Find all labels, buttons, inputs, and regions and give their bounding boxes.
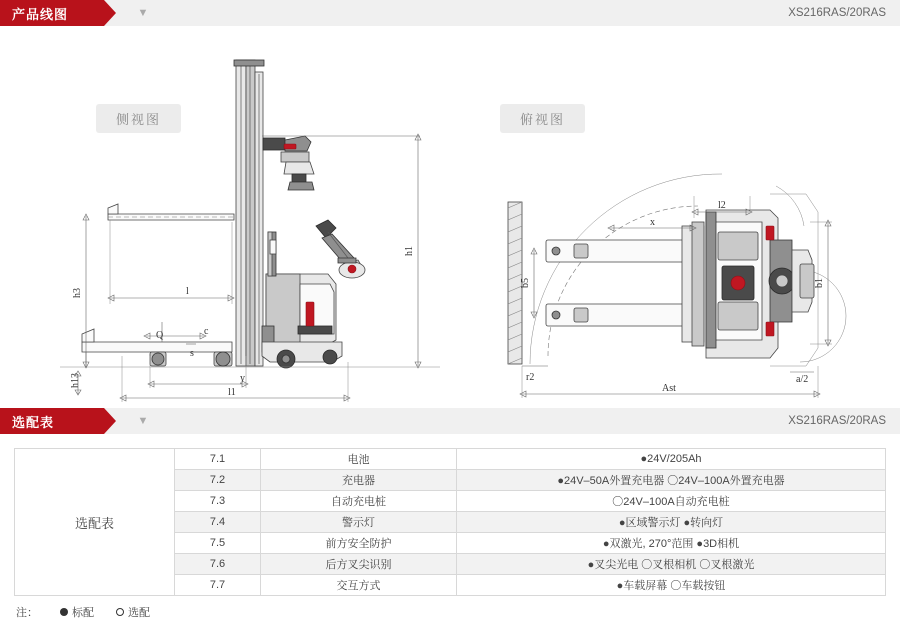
table-row (15, 449, 886, 470)
svg-text:l2: l2 (718, 200, 726, 211)
option-no: 7.6 (175, 554, 261, 575)
option-name: 电池 (261, 449, 457, 470)
option-no: 7.4 (175, 512, 261, 533)
chevron-down-icon[interactable]: ▼ (137, 7, 149, 19)
option-value: ●区域警示灯 ●转向灯 (457, 512, 886, 533)
drawing-section-header (0, 0, 900, 26)
svg-text:Q: Q (156, 330, 164, 341)
option-value: ●24V/205Ah (457, 449, 886, 470)
chevron-down-icon[interactable]: ▼ (137, 415, 149, 427)
option-no: 7.3 (175, 491, 261, 512)
svg-text:l1: l1 (228, 387, 236, 398)
legend-standard-label: 标配 (72, 607, 94, 619)
option-no: 7.7 (175, 575, 261, 596)
svg-text:c: c (204, 326, 209, 337)
options-section-tag: 选配表 (0, 408, 104, 434)
options-section-header (0, 408, 900, 434)
option-name: 自动充电桩 (261, 491, 457, 512)
legend-note (0, 596, 900, 620)
options-model-label: XS216RAS/20RAS (788, 415, 886, 427)
option-name: 交互方式 (261, 575, 457, 596)
svg-text:b1: b1 (814, 278, 825, 288)
legend-optional-label: 选配 (128, 607, 150, 619)
svg-text:a/2: a/2 (796, 374, 809, 385)
drawing-section-tag: 产品线图 (0, 0, 104, 26)
option-value: ●车载屏幕 〇车载按钮 (457, 575, 886, 596)
option-value: 〇24V–100A自动充电桩 (457, 491, 886, 512)
legend-standard (60, 604, 94, 620)
svg-text:h13: h13 (70, 373, 81, 388)
filled-circle-icon (60, 608, 68, 616)
drawing-area (0, 26, 900, 408)
svg-text:h3: h3 (72, 288, 83, 298)
top-view-drawing (470, 26, 900, 408)
options-table-wrap (0, 434, 900, 596)
drawing-model-label: XS216RAS/20RAS (788, 7, 886, 19)
hollow-circle-icon (116, 608, 124, 616)
side-view-drawing (0, 26, 470, 408)
note-prefix: 注： (16, 607, 38, 619)
option-value: ●24V–50A外置充电器 〇24V–100A外置充电器 (457, 470, 886, 491)
svg-text:b5: b5 (520, 278, 531, 288)
top-view-label: 俯视图 (500, 104, 585, 133)
option-name: 警示灯 (261, 512, 457, 533)
svg-text:Ast: Ast (662, 383, 676, 394)
legend-optional (116, 604, 150, 620)
option-name: 后方叉尖识别 (261, 554, 457, 575)
options-table-title: 选配表 (15, 449, 175, 596)
option-value: ●叉尖光电 〇叉根相机 〇叉根激光 (457, 554, 886, 575)
svg-text:x: x (650, 217, 655, 228)
option-no: 7.1 (175, 449, 261, 470)
options-table (14, 448, 886, 596)
option-value: ●双激光, 270°范围 ●3D相机 (457, 533, 886, 554)
option-no: 7.2 (175, 470, 261, 491)
option-name: 前方安全防护 (261, 533, 457, 554)
svg-text:r2: r2 (526, 372, 535, 383)
side-view-label: 侧视图 (96, 104, 181, 133)
svg-text:y: y (240, 373, 245, 384)
svg-text:h1: h1 (404, 246, 415, 256)
svg-text:l: l (186, 286, 189, 297)
option-name: 充电器 (261, 470, 457, 491)
option-no: 7.5 (175, 533, 261, 554)
svg-text:s: s (190, 348, 194, 359)
